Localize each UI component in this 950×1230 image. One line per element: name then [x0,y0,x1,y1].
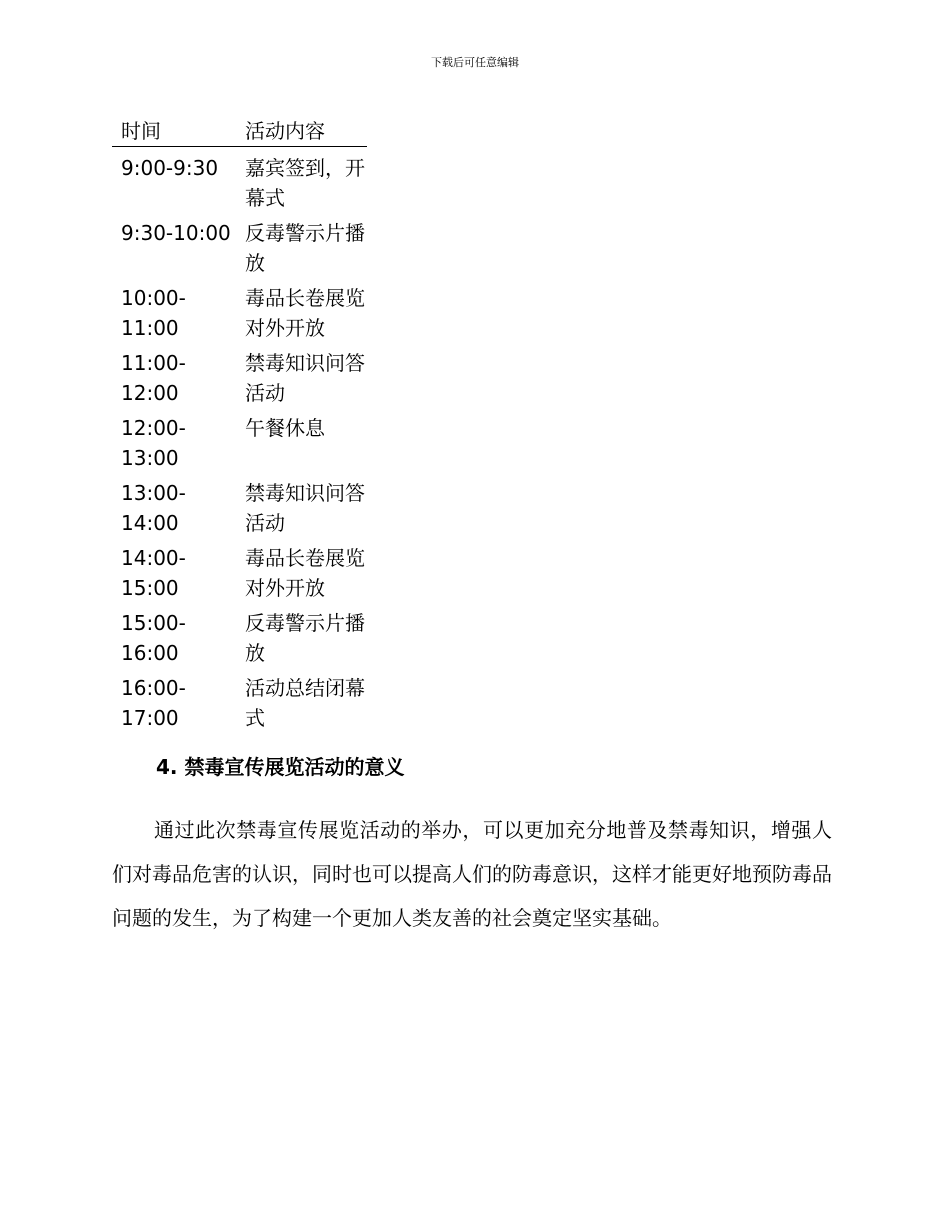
section-heading: 4. 禁毒宣传展览活动的意义 [156,755,405,779]
time-cell: 12:00-13:00 [121,416,186,470]
time-column-header: 时间 [112,116,236,147]
activity-cell: 反毒警示片播放 [245,221,365,275]
time-cell: 14:00-15:00 [121,546,186,600]
time-cell: 15:00-16:00 [121,611,186,665]
schedule-table [112,116,367,733]
schedule-header-row [112,116,367,147]
table-row [112,147,367,214]
activity-cell: 午餐休息 [245,416,325,440]
table-row [112,538,367,603]
table-row [112,213,367,278]
activity-cell: 毒品长卷展览对外开放 [245,546,365,600]
activity-cell: 反毒警示片播放 [245,611,365,665]
time-cell: 9:00-9:30 [121,156,219,180]
body-paragraph: 通过此次禁毒宣传展览活动的举办，可以更加充分地普及禁毒知识，增强人们对毒品危害的认识，同时也可以提高人们的防毒意识，这样才能更好地预防毒品问题的发生，为了构建一个更加人类友善的社会奠定坚实基础。 [112,818,832,930]
activity-cell: 毒品长卷展览对外开放 [245,286,365,340]
table-row [112,343,367,408]
time-cell: 16:00-17:00 [121,676,186,730]
table-row [112,408,367,473]
table-row [112,603,367,668]
table-row [112,668,367,733]
activity-cell: 禁毒知识问答活动 [245,481,365,535]
activity-cell: 活动总结闭幕式 [245,676,365,730]
activity-cell: 嘉宾签到，开幕式 [245,156,365,210]
table-row [112,278,367,343]
activity-column-header: 活动内容 [236,116,367,147]
time-cell: 10:00-11:00 [121,286,186,340]
table-row [112,473,367,538]
time-cell: 11:00-12:00 [121,351,186,405]
activity-cell: 禁毒知识问答活动 [245,351,365,405]
time-cell: 9:30-10:00 [121,221,231,245]
page-header-note: 下载后可任意编辑 [431,56,519,69]
time-cell: 13:00-14:00 [121,481,186,535]
